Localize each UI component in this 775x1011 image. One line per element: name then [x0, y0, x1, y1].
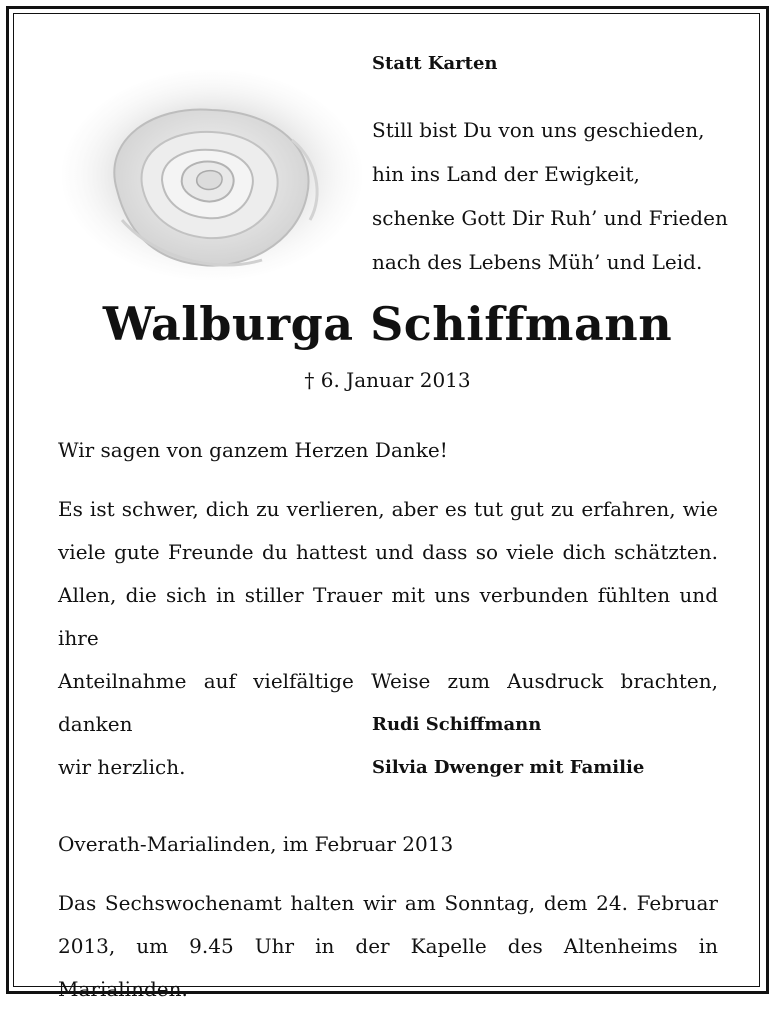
- poem-line: nach des Lebens Müh’ und Leid.: [372, 250, 703, 274]
- paragraph-line: Anteilnahme auf vielfältige Weise zum Ausdruck brachten, danken: [58, 669, 718, 736]
- signature-silvia: Silvia Dwenger mit Familie: [372, 757, 645, 778]
- poem-line: schenke Gott Dir Ruh’ und Frieden: [372, 206, 728, 230]
- deceased-name: Walburga Schiffmann: [102, 297, 673, 351]
- place-date: Overath-Marialinden, im Februar 2013: [58, 832, 454, 856]
- paragraph-line: viele gute Freunde du hattest und dass so viele dich schätzten.: [58, 540, 718, 564]
- service-notice: [58, 882, 718, 1011]
- poem-line: Still bist Du von uns geschieden,: [372, 118, 705, 142]
- poem-line: hin ins Land der Ewigkeit,: [372, 162, 640, 186]
- statt-karten-heading: Statt Karten: [372, 53, 498, 74]
- thanks-line: Wir sagen von ganzem Herzen Danke!: [58, 438, 448, 462]
- signature-rudi: Rudi Schiffmann: [372, 714, 542, 735]
- rose-image: [62, 70, 362, 280]
- service-line: 2013, um 9.45 Uhr in der Kapelle des Altenheims in Marialinden.: [58, 934, 718, 1001]
- thanks-paragraph: [58, 488, 718, 789]
- paragraph-line: Allen, die sich in stiller Trauer mit uns verbunden fühlten und ihre: [58, 583, 718, 650]
- service-line: Das Sechswochenamt halten wir am Sonntag, dem 24. Februar: [58, 891, 718, 915]
- death-date: † 6. Januar 2013: [304, 368, 471, 392]
- paragraph-line: Es ist schwer, dich zu verlieren, aber es tut gut zu erfahren, wie: [58, 497, 718, 521]
- poem: [372, 108, 728, 284]
- paragraph-line: wir herzlich.: [58, 755, 186, 779]
